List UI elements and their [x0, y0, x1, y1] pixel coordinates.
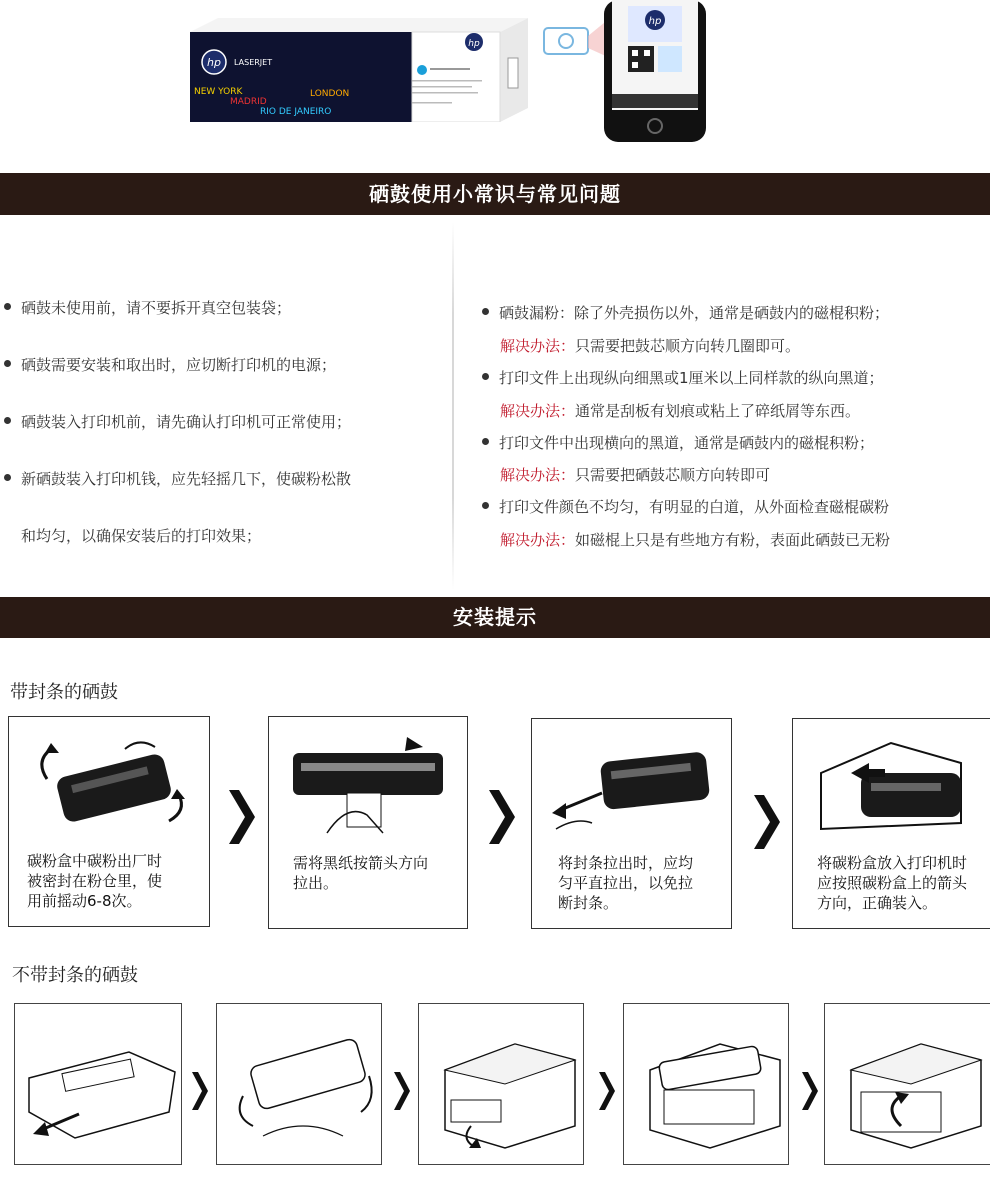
- unsealed-step-card: [14, 1003, 182, 1165]
- faq-solution: 解决办法：通常是刮板有划痕或粘上了碎纸屑等东西。: [500, 402, 861, 420]
- tips-section-header: 硒鼓使用小常识与常见问题: [0, 173, 990, 215]
- next-arrow-icon: [800, 1072, 818, 1110]
- next-arrow-icon: [597, 1072, 615, 1110]
- tip-item: 硒鼓装入打印机前，请先确认打印机可正常使用；: [4, 411, 351, 432]
- faq-solution: 解决办法：只需要把硒鼓芯顺方向转即可: [500, 466, 771, 484]
- install-step-card: [8, 716, 210, 927]
- svg-text:LONDON: LONDON: [310, 89, 350, 99]
- bullet-icon: [4, 303, 11, 310]
- phone-scan-image: [602, 0, 708, 142]
- next-arrow-icon: [392, 1072, 410, 1110]
- step-description: 将封条拉出时，应均 匀平直拉出，以免拉 断封条。: [558, 854, 694, 912]
- bullet-icon: [4, 360, 11, 367]
- install-step-card: [531, 718, 732, 929]
- next-arrow-icon: [487, 790, 515, 844]
- next-arrow-icon: [190, 1072, 208, 1110]
- unsealed-step-card: [824, 1003, 990, 1165]
- unsealed-step-card: [623, 1003, 789, 1165]
- close-printer-cover-illustration: [831, 1030, 987, 1150]
- tip-item-continued: 和均匀，以确保安装后的打印效果；: [21, 527, 262, 545]
- svg-text:NEW YORK: NEW YORK: [194, 87, 243, 97]
- tip-item: 硒鼓需要安装和取出时，应切断打印机的电源；: [4, 354, 336, 375]
- bullet-icon: [482, 373, 489, 380]
- faq-solution: 解决办法：如磁棍上只是有些地方有粉，表面此硒鼓已无粉: [500, 531, 891, 549]
- column-divider: [452, 222, 454, 590]
- sealed-section-title: 带封条的硒鼓: [10, 682, 118, 703]
- faq-question: 打印文件中出现横向的黑道，通常是硒鼓内的磁棍积粉；: [482, 432, 874, 453]
- remove-cartridge-illustration: [19, 1032, 179, 1142]
- unsealed-step-card: [216, 1003, 382, 1165]
- bullet-icon: [482, 502, 489, 509]
- rock-cartridge-illustration: [223, 1026, 379, 1146]
- faq-solution: 解决办法：只需要把鼓芯顺方向转几圈即可。: [500, 337, 801, 355]
- svg-text:MADRID: MADRID: [230, 97, 267, 107]
- install-section-header: 安装提示: [0, 597, 990, 638]
- step-description: 碳粉盒中碳粉出厂时 被密封在粉仓里，使 用前摇动6-8次。: [27, 852, 163, 910]
- insert-into-printer-illustration: [630, 1026, 786, 1150]
- pull-black-paper-illustration: [287, 733, 452, 843]
- install-step-card: [268, 716, 468, 929]
- faq-question: 打印文件颜色不均匀，有明显的白道，从外面检查磁棍碳粉: [482, 496, 889, 517]
- bullet-icon: [4, 474, 11, 481]
- pull-seal-strip-illustration: [552, 733, 717, 843]
- faq-question: 硒鼓漏粉：除了外壳损伤以外，通常是硒鼓内的磁棍积粉；: [482, 302, 889, 323]
- bullet-icon: [482, 438, 489, 445]
- insert-cartridge-illustration: [811, 733, 976, 843]
- next-arrow-icon: [752, 795, 780, 849]
- shake-cartridge-illustration: [29, 731, 194, 841]
- faq-question: 打印文件上出现纵向细黑或1厘米以上同样款的纵向黑道；: [482, 367, 884, 388]
- svg-text:hp: hp: [468, 39, 480, 49]
- svg-text:hp: hp: [648, 16, 662, 27]
- bullet-icon: [4, 417, 11, 424]
- brand-label: LASERJET: [234, 58, 273, 67]
- toner-box-image: [190, 18, 528, 122]
- install-step-card: [792, 718, 990, 929]
- unsealed-section-title: 不带封条的硒鼓: [12, 965, 138, 986]
- camera-icon: [540, 18, 610, 58]
- unsealed-step-card: [418, 1003, 584, 1165]
- open-printer-cover-illustration: [425, 1030, 581, 1150]
- step-description: 将碳粉盒放入打印机时 应按照碳粉盒上的箭头 方向，正确装入。: [817, 854, 968, 912]
- step-description: 需将黑纸按箭头方向 拉出。: [293, 854, 429, 892]
- svg-text:hp: hp: [207, 56, 221, 69]
- bullet-icon: [482, 308, 489, 315]
- tip-item: 硒鼓未使用前，请不要拆开真空包装袋；: [4, 297, 291, 318]
- next-arrow-icon: [227, 790, 255, 844]
- svg-text:RIO DE JANEIRO: RIO DE JANEIRO: [260, 107, 332, 117]
- tip-item: 新硒鼓装入打印机钱，应先轻摇几下，使碳粉松散: [4, 468, 351, 489]
